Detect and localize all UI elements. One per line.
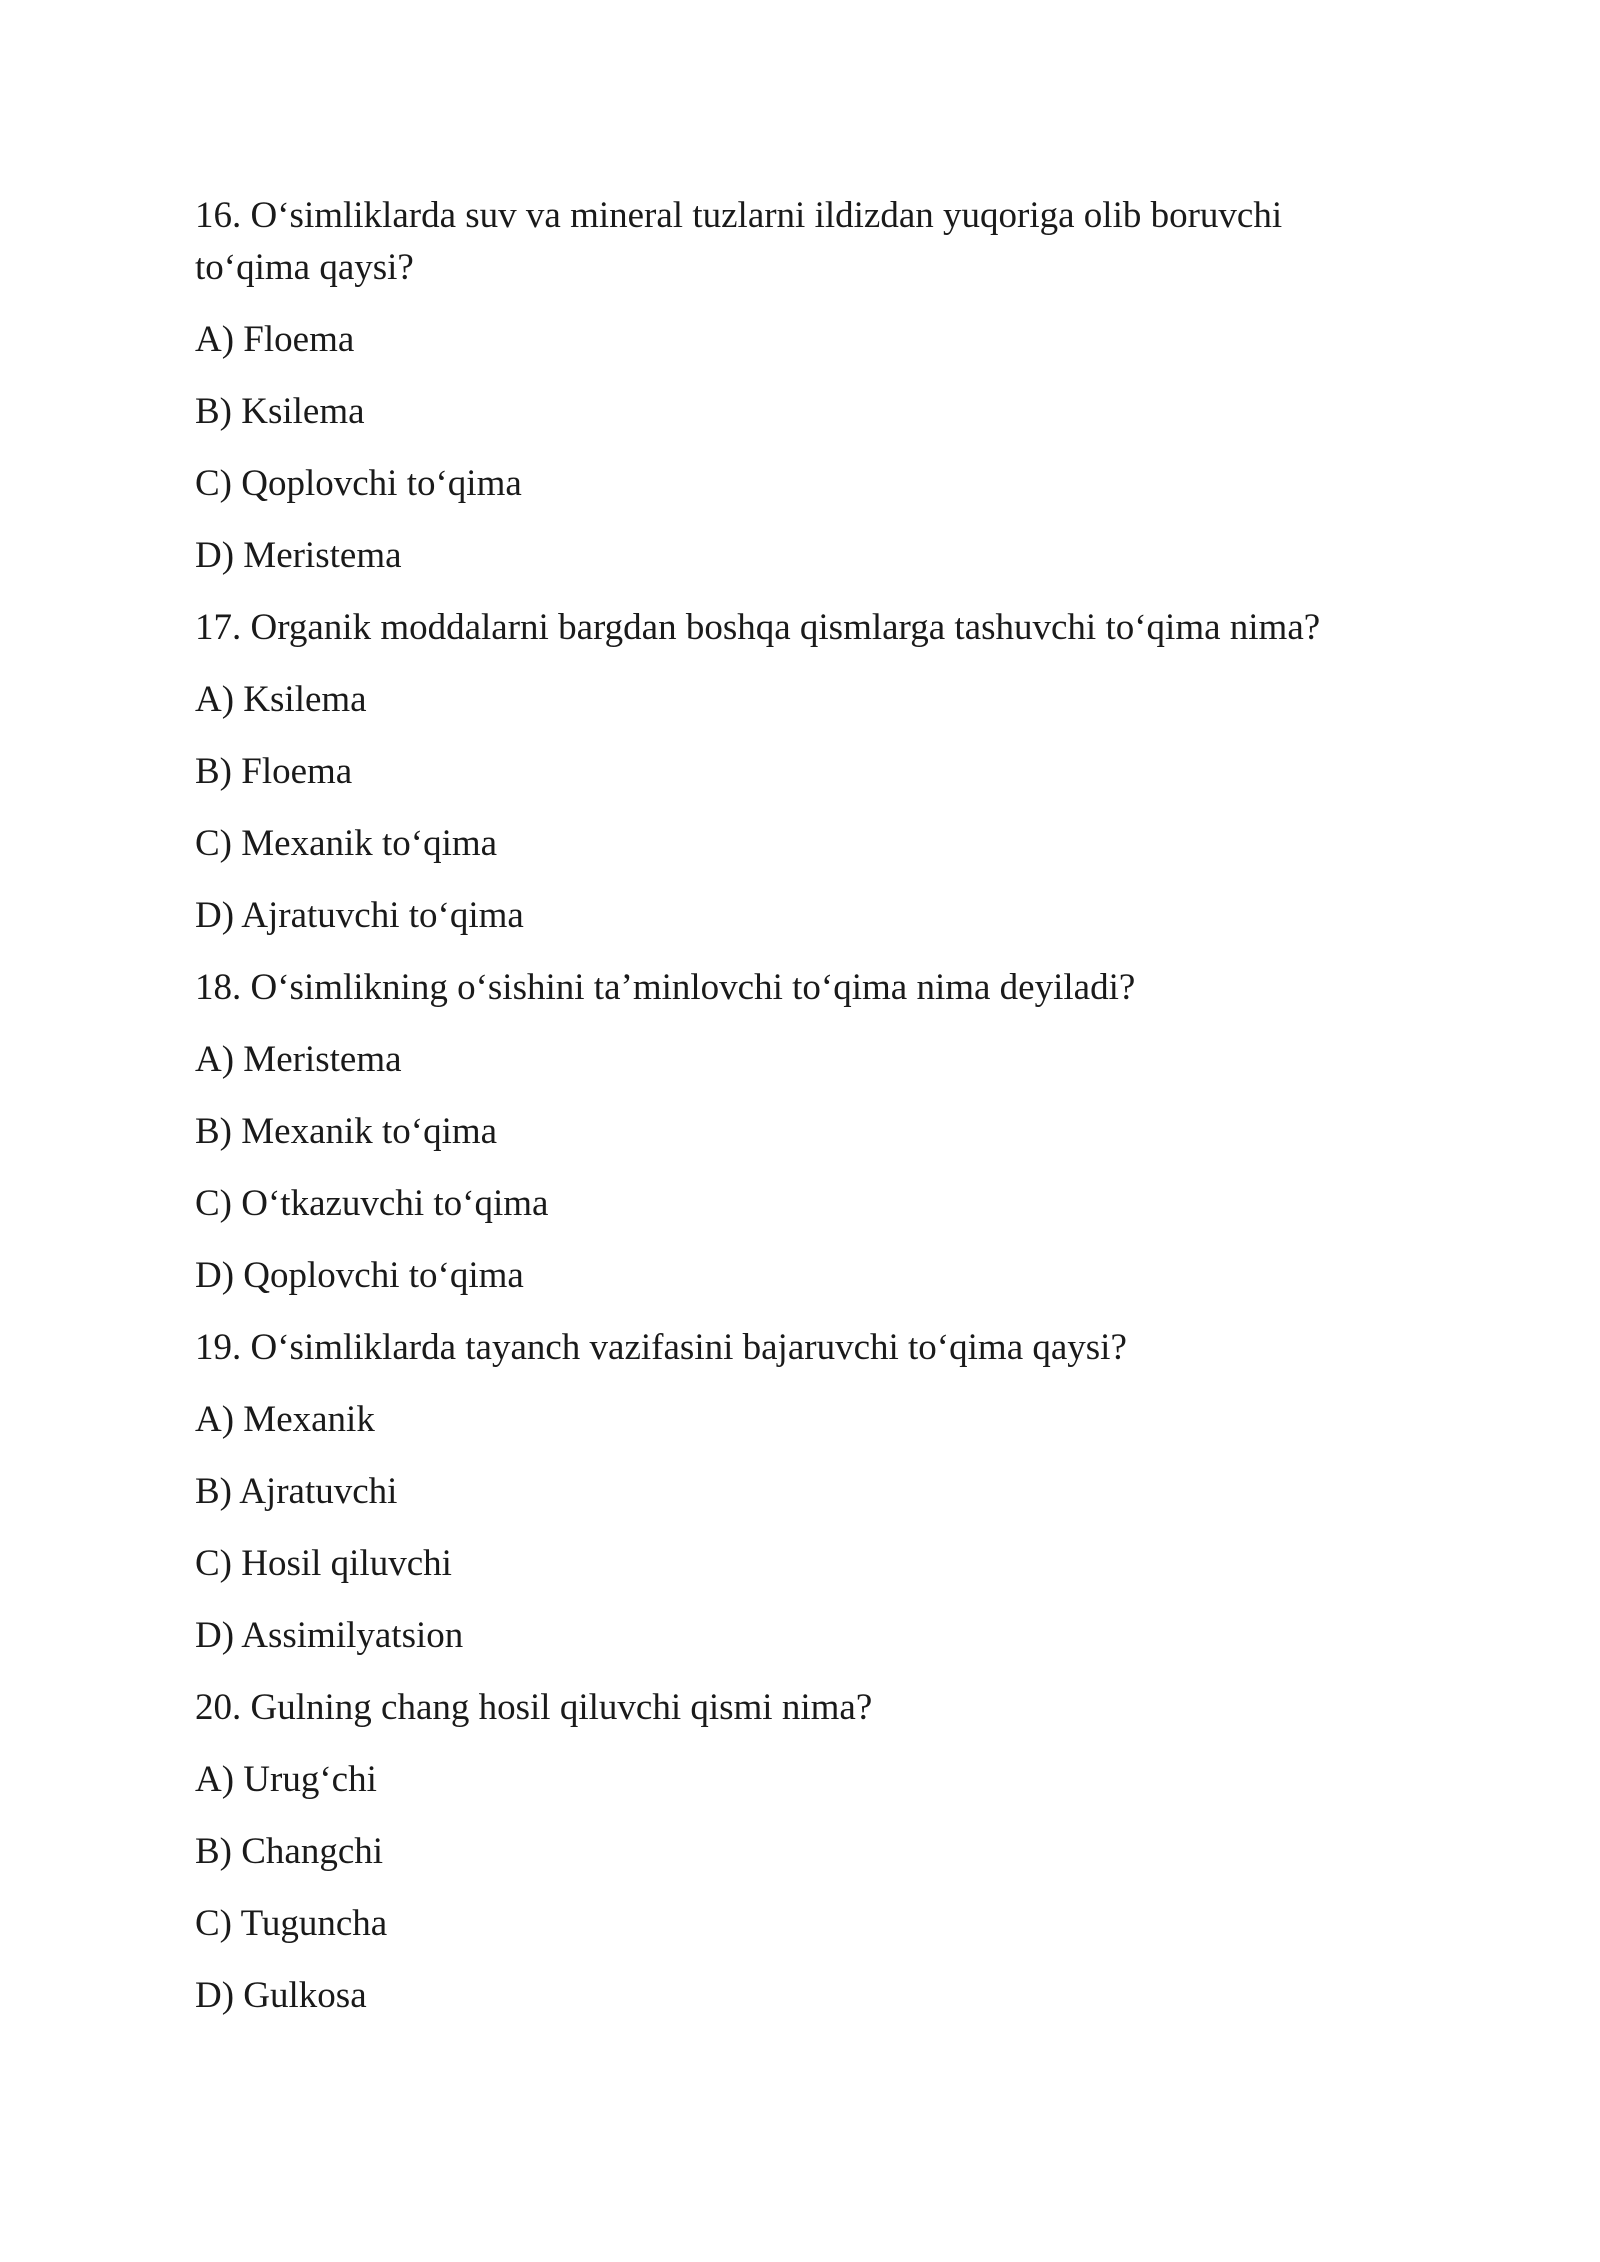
question-20-text: 20. Gulning chang hosil qiluvchi qismi nima? [195,1687,873,1728]
question-19-option-a: A) Mexanik [195,1399,375,1440]
question-16-option-d: D) Meristema [195,535,402,576]
question-19 [195,1322,1395,1374]
question-16 [195,190,1395,294]
question-18-option-b: B) Mexanik to‘qima [195,1111,498,1152]
question-18-option-c: C) O‘tkazuvchi to‘qima [195,1183,549,1224]
question-18-option-d: D) Qoplovchi to‘qima [195,1255,524,1296]
question-20-option-b: B) Changchi [195,1831,384,1872]
question-18-text: 18. O‘simlikning o‘sishini ta’minlovchi to‘qima nima deyiladi? [195,967,1136,1008]
question-19-option-b: B) Ajratuvchi [195,1471,398,1512]
question-20-option-c: C) Tuguncha [195,1903,388,1944]
question-list [195,190,1395,2042]
question-16-option-b: B) Ksilema [195,391,365,432]
question-17-option-d: D) Ajratuvchi to‘qima [195,895,524,936]
question-16-option-c: C) Qoplovchi to‘qima [195,463,522,504]
question-18 [195,962,1395,1014]
question-17-option-a: A) Ksilema [195,679,367,720]
question-19-option-d: D) Assimilyatsion [195,1615,464,1656]
question-16-text-line2: to‘qima qaysi? [195,247,414,288]
question-19-text: 19. O‘simliklarda tayanch vazifasini bajaruvchi to‘qima qaysi? [195,1327,1127,1368]
question-20-option-d: D) Gulkosa [195,1975,367,2016]
question-17-text: 17. Organik moddalarni bargdan boshqa qismlarga tashuvchi to‘qima nima? [195,607,1321,648]
question-17-option-c: C) Mexanik to‘qima [195,823,498,864]
question-16-text-line1: 16. O‘simliklarda suv va mineral tuzlarni ildizdan yuqoriga olib boruvchi [195,195,1283,236]
question-17-option-b: B) Floema [195,751,353,792]
question-16-option-a: A) Floema [195,319,355,360]
question-20 [195,1682,1395,1734]
question-20-option-a: A) Urug‘chi [195,1759,377,1800]
question-17 [195,602,1395,654]
question-19-option-c: C) Hosil qiluvchi [195,1543,452,1584]
question-18-option-a: A) Meristema [195,1039,402,1080]
